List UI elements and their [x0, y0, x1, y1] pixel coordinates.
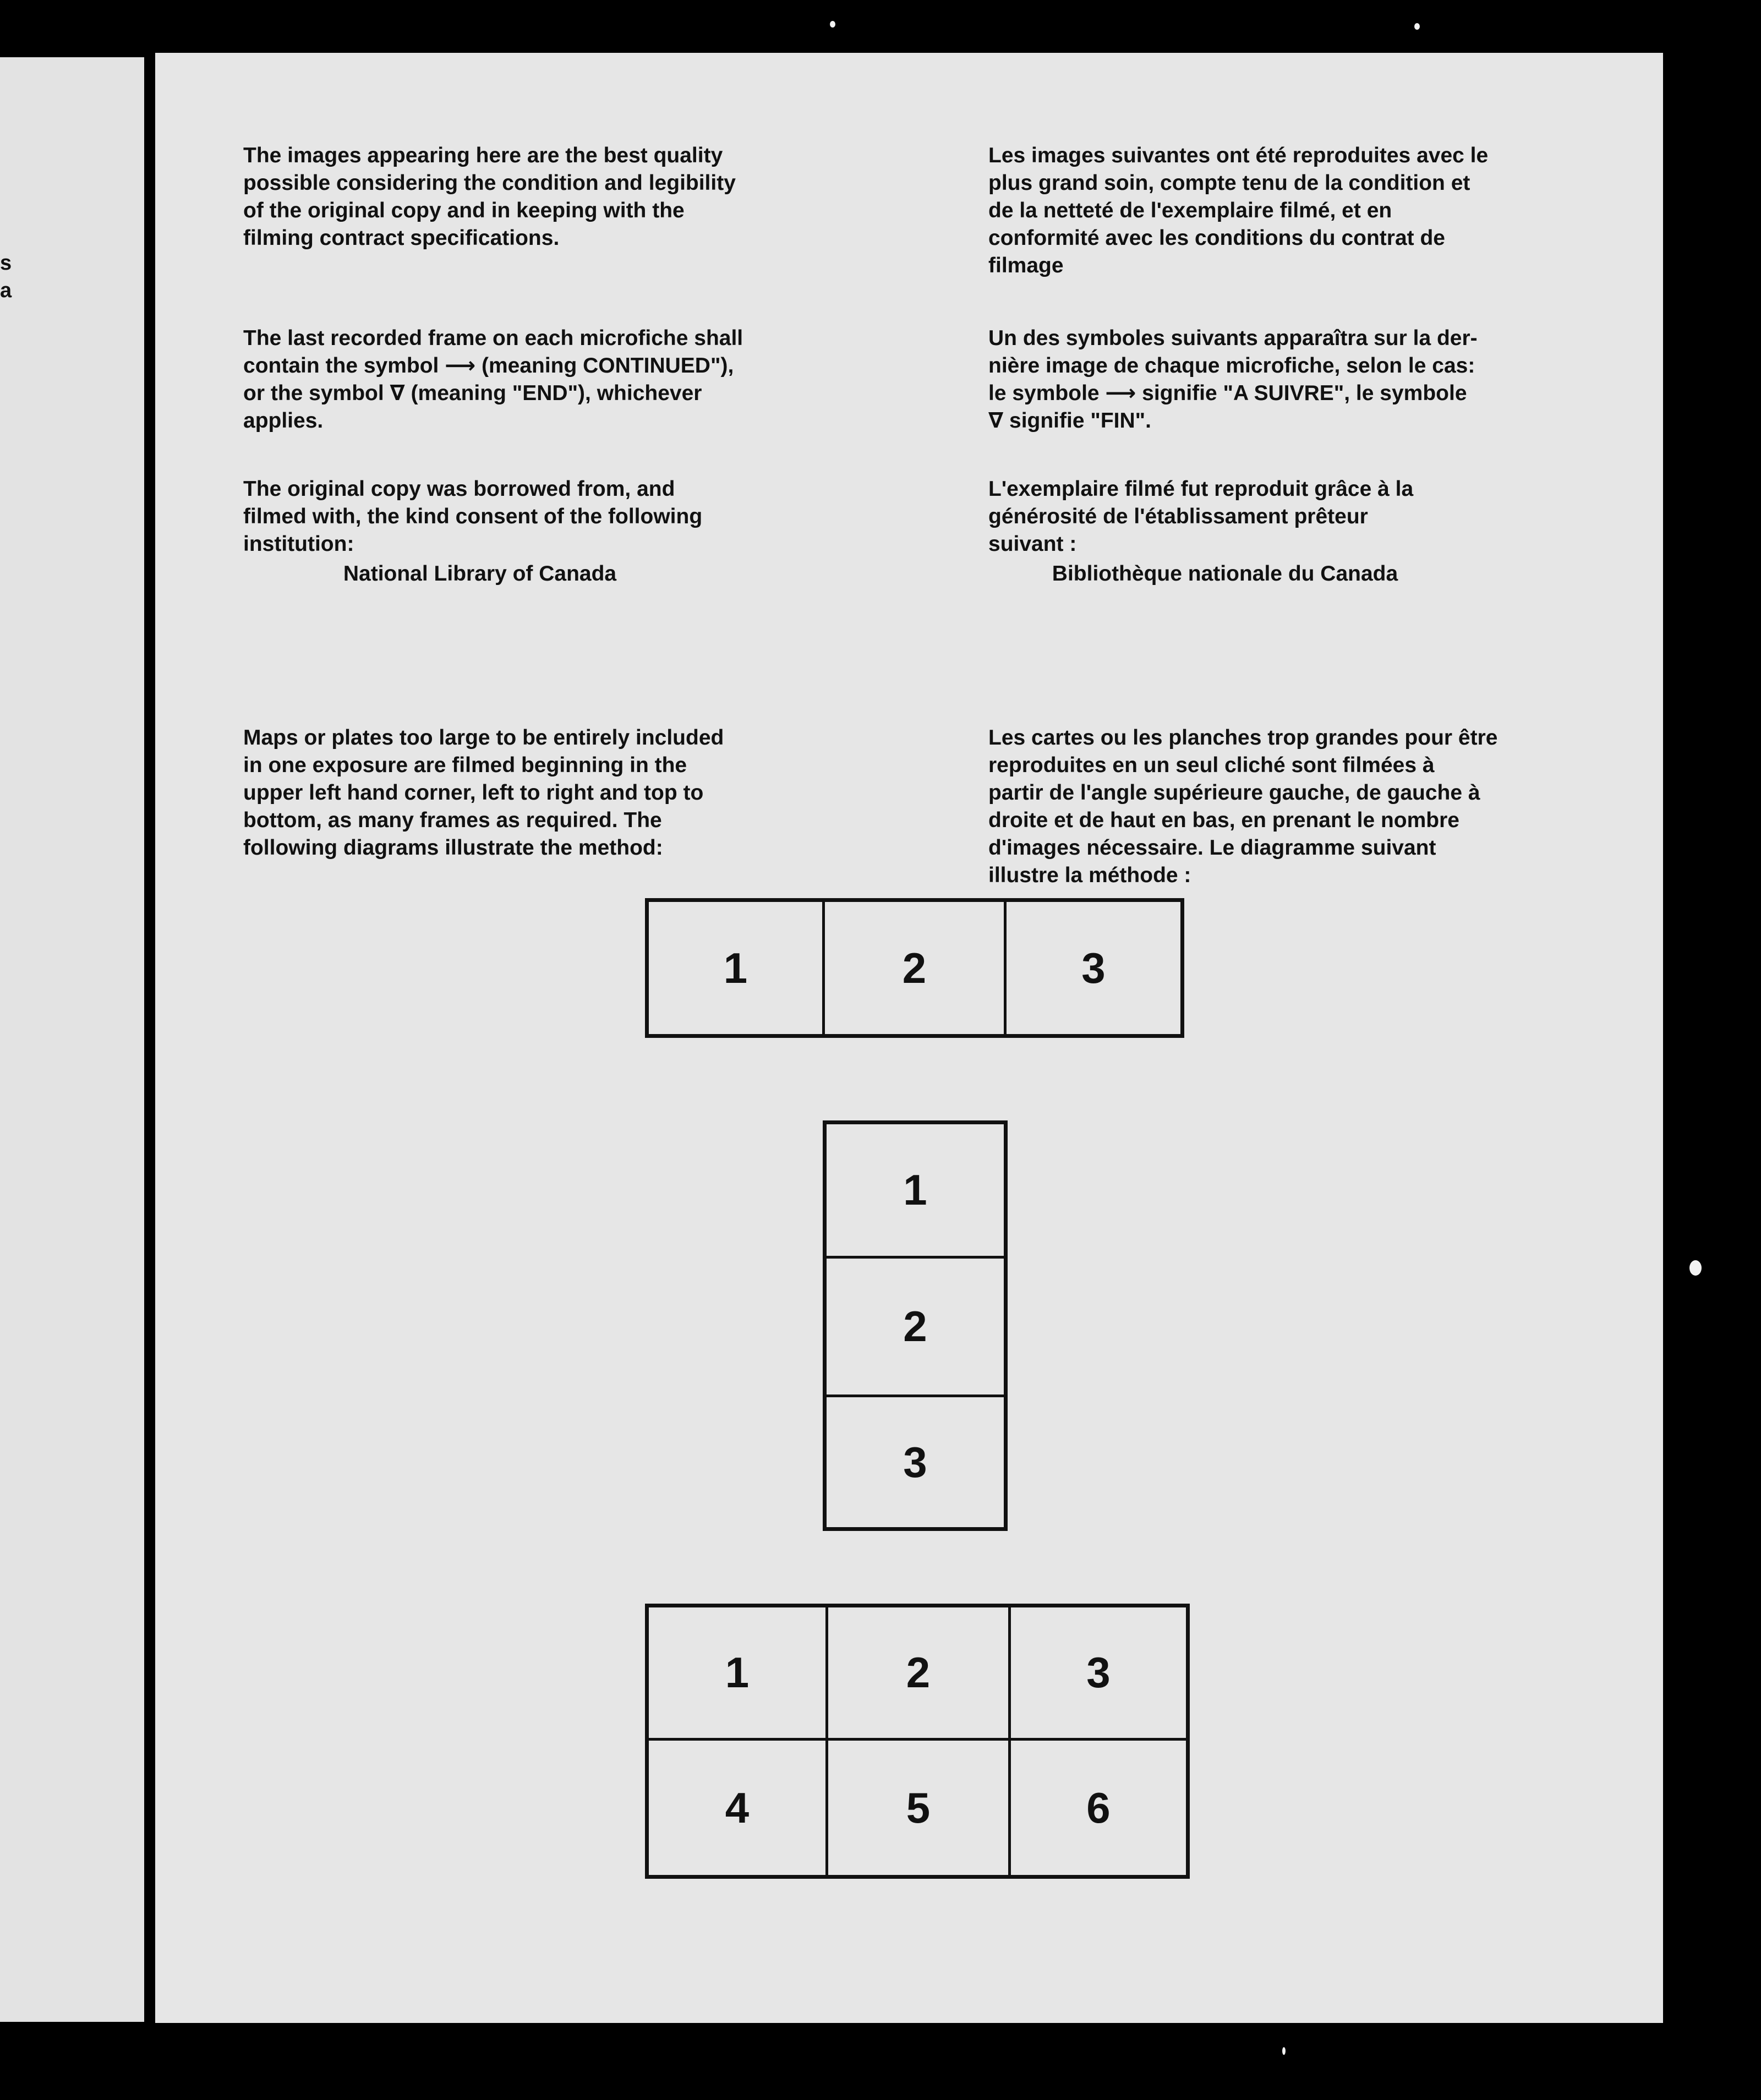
frame-cell: 1 — [827, 1124, 1004, 1259]
previous-page-letter: s — [0, 251, 12, 275]
quality-notice: Les images suivantes ont été reproduites avec le plus grand soin, compte tenu de la condition et de la netteté de l'exemplaire filmé, et en conformité avec les conditions du contrat de filmage — [988, 144, 1489, 277]
scan-speck — [1282, 2047, 1286, 2055]
frame-cell: 3 — [903, 1437, 927, 1486]
quality-notice: The images appearing here are the best quality possible considering the condition and legibility of the original copy and in keeping with the filming contract specifications. — [243, 144, 736, 250]
frame-cell: 1 — [649, 902, 825, 1034]
scan-speck — [830, 21, 835, 28]
symbol-notice: Un des symboles suivants apparaîtra sur la der- nière image de chaque microfiche, selon le cas: le symbole ⟶ signifie "A SUIVRE", le symbole ∇ signifie "FIN". — [988, 326, 1478, 433]
frame-cell: 1 — [649, 1607, 828, 1741]
horizontal-frames-diagram — [645, 898, 1184, 1038]
frame-cell: 2 — [828, 1607, 1011, 1741]
english-column — [243, 142, 876, 862]
institution-name: National Library of Canada — [343, 562, 617, 586]
previous-page-edge — [0, 57, 144, 2022]
frame-cell: 3 — [1011, 1607, 1186, 1741]
previous-page-letter: a — [0, 279, 12, 302]
scan-speck — [1414, 23, 1420, 30]
grid-frames-diagram — [645, 1604, 1190, 1879]
institution-name: Bibliothèque nationale du Canada — [1052, 562, 1398, 586]
source-notice: L'exemplaire filmé fut reproduit grâce à la générosité de l'établissament prêteur suivant : — [988, 477, 1414, 556]
method-notice: Maps or plates too large to be entirely included in one exposure are filmed beginning in the upper left hand corner, left to right and top to bottom, as many frames as required. The following diagrams illustrate the method: — [243, 726, 724, 860]
method-notice: Les cartes ou les planches trop grandes pour être reproduites en un seul cliché sont filmées à partir de l'angle supérieure gauche, de gauche à droite et de haut en bas, en prenant le nombre d'images nécessaire. Le diagramme suivant illustre la méthode : — [988, 726, 1498, 887]
frame-cell: 5 — [828, 1741, 1011, 1875]
scan-speck — [1689, 1260, 1702, 1276]
french-column — [988, 142, 1621, 889]
frame-cell: 4 — [649, 1741, 828, 1875]
vertical-frames-diagram — [823, 1120, 1008, 1531]
frame-cell: 6 — [1086, 1783, 1111, 1832]
source-notice: The original copy was borrowed from, and filmed with, the kind consent of the following institution: — [243, 477, 703, 556]
frame-cell: 2 — [825, 902, 1007, 1034]
frame-cell: 3 — [1081, 943, 1106, 992]
frame-cell: 2 — [827, 1259, 1004, 1397]
microfiche-target-page — [155, 53, 1663, 2023]
symbol-notice: The last recorded frame on each microfiche shall contain the symbol ⟶ (meaning CONTINUED"), or the symbol ∇ (meaning "END"), whichever applies. — [243, 326, 743, 433]
